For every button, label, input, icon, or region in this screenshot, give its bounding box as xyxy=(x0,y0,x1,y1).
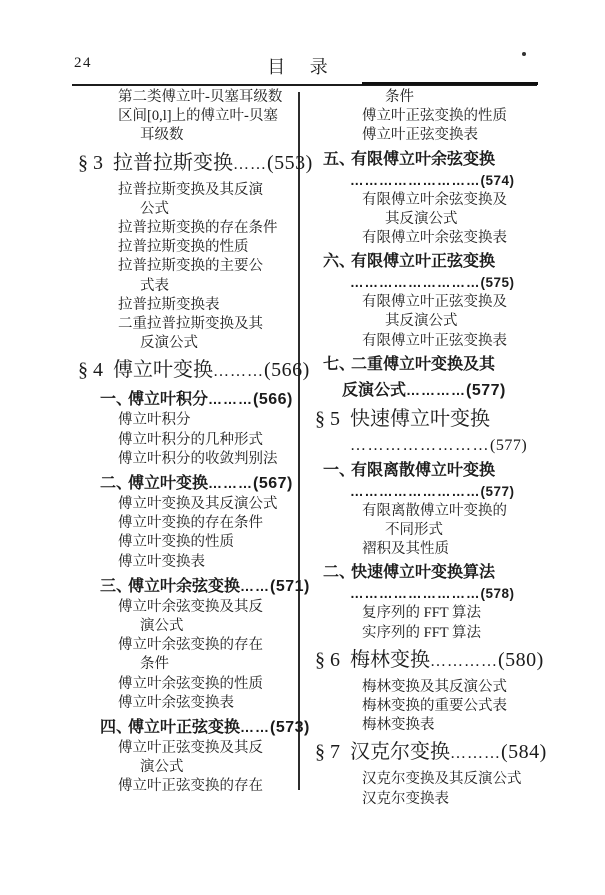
toc-entry xyxy=(315,251,557,273)
entry-page: (571) xyxy=(270,577,310,595)
toc-entry xyxy=(315,624,557,643)
entry-title: 条件 xyxy=(385,89,414,105)
entry-label: 二、 xyxy=(100,475,133,493)
entry-leader: ……………………… xyxy=(350,586,481,602)
entry-title: 傅立叶正弦变换的性质 xyxy=(362,108,507,125)
entry-title: 傅立叶积分的几种形式 xyxy=(118,431,263,448)
entry-page: (573) xyxy=(270,719,310,737)
toc-entry xyxy=(315,521,557,540)
toc-entry xyxy=(315,107,557,126)
entry-title: 演公式 xyxy=(140,759,184,776)
toc-entry xyxy=(78,655,304,674)
entry-page: (580) xyxy=(498,648,544,671)
entry-label: 三、 xyxy=(100,577,133,595)
entry-leader: …… xyxy=(240,719,271,736)
entry-title: 演公式 xyxy=(140,618,184,635)
entry-title: 傅立叶变换 xyxy=(128,475,209,493)
entry-page: (577) xyxy=(466,381,506,399)
entry-leader: ……… xyxy=(208,391,254,408)
entry-label: 六、 xyxy=(323,253,356,271)
entry-title: 实序列的 FFT 算法 xyxy=(362,624,481,641)
entry-title: 傅立叶正弦变换 xyxy=(128,719,241,737)
toc-entry xyxy=(315,562,557,584)
toc-entry xyxy=(315,210,557,229)
entry-title: 第二类傅立叶-贝塞耳级数 xyxy=(118,89,283,105)
toc-entry xyxy=(78,219,304,238)
entry-page: (578) xyxy=(480,586,515,602)
toc-entry xyxy=(315,678,557,697)
toc-entry xyxy=(315,332,557,351)
entry-label: 一、 xyxy=(323,461,356,479)
entry-title: 区间[0,l]上的傅立叶-贝塞 xyxy=(118,108,278,125)
toc-entry xyxy=(78,553,304,572)
entry-title: 傅立叶正弦变换的存在 xyxy=(118,778,263,795)
entry-title: 不同形式 xyxy=(385,522,443,539)
toc-entry xyxy=(78,357,310,385)
entry-title: 有限傅立叶正弦变换及 xyxy=(362,294,507,311)
entry-title: 拉普拉斯变换的存在条件 xyxy=(118,220,278,237)
toc-entry xyxy=(78,514,304,533)
entry-title: 有限傅立叶余弦变换表 xyxy=(362,230,507,247)
entry-title: 快速傅立叶变换算法 xyxy=(351,564,496,582)
entry-label: 四、 xyxy=(100,719,133,737)
entry-label: 一、 xyxy=(100,391,133,409)
toc-entry xyxy=(78,617,304,636)
toc-entry xyxy=(315,716,557,735)
toc-entry xyxy=(315,229,557,248)
toc-entry xyxy=(78,598,304,617)
entry-label: 二、 xyxy=(323,564,356,582)
toc-entry xyxy=(78,533,304,552)
toc-entry xyxy=(315,790,557,809)
entry-title: 傅立叶变换及其反演公式 xyxy=(118,496,278,513)
entry-page: (553) xyxy=(267,151,313,174)
toc-entry xyxy=(315,312,557,331)
toc-entry xyxy=(78,88,304,107)
entry-leader: …… xyxy=(240,577,271,594)
scan-speck xyxy=(522,52,526,56)
toc-right-column xyxy=(315,88,557,809)
entry-label: § 3 xyxy=(78,151,103,174)
entry-leader: ……………………… xyxy=(350,483,481,499)
toc-entry xyxy=(315,502,557,521)
entry-title: 汉克尔变换 xyxy=(350,741,450,764)
toc-entry xyxy=(78,411,304,430)
entry-leader: ……… xyxy=(450,745,501,763)
toc-entry xyxy=(78,758,304,777)
toc-entry xyxy=(315,697,557,716)
toc-entry xyxy=(78,238,304,257)
entry-page: (566) xyxy=(264,359,310,382)
entry-title: 其反演公式 xyxy=(385,210,458,227)
toc-entry xyxy=(78,257,304,276)
entry-title: 傅立叶积分的收敛判别法 xyxy=(118,450,278,467)
entry-label: § 4 xyxy=(78,359,103,382)
entry-label: § 7 xyxy=(315,741,340,764)
toc-entry xyxy=(315,273,557,293)
entry-title: 傅立叶余弦变换的存在 xyxy=(118,637,263,654)
entry-title: 公式 xyxy=(140,200,169,217)
toc-entry xyxy=(315,191,557,210)
entry-title: 梅林变换表 xyxy=(362,717,435,734)
toc-entry xyxy=(78,636,304,655)
entry-title: 拉普拉斯变换的性质 xyxy=(118,239,249,256)
entry-title: 傅立叶余弦变换 xyxy=(128,577,241,595)
toc-entry xyxy=(315,149,557,171)
entry-title: 傅立叶变换 xyxy=(113,359,213,382)
toc-entry xyxy=(315,540,557,559)
entry-title: 傅立叶正弦变换及其反 xyxy=(118,740,263,757)
entry-title: 有限傅立叶余弦变换及 xyxy=(362,191,507,208)
entry-leader: …………………… xyxy=(350,436,490,454)
entry-title: 傅立叶变换表 xyxy=(118,553,205,570)
entry-title: 傅立叶余弦变换及其反 xyxy=(118,598,263,615)
entry-title: 褶积及其性质 xyxy=(362,541,449,558)
toc-entry xyxy=(78,181,304,200)
entry-title: 条件 xyxy=(140,656,169,673)
toc-entry xyxy=(315,293,557,312)
entry-title: 反演公式 xyxy=(342,381,407,399)
entry-title: 傅立叶变换的存在条件 xyxy=(118,515,263,532)
entry-page: (575) xyxy=(480,275,515,291)
entry-leader: ………… xyxy=(406,381,467,398)
toc-entry xyxy=(78,777,304,796)
toc-entry xyxy=(315,88,557,107)
entry-title: 梅林变换 xyxy=(350,648,430,671)
toc-entry xyxy=(78,150,313,178)
entry-title: 复序列的 FFT 算法 xyxy=(362,605,481,622)
entry-label: § 6 xyxy=(315,648,340,671)
entry-title: 汉克尔变换表 xyxy=(362,790,449,807)
entry-title: 有限傅立叶正弦变换表 xyxy=(362,332,507,349)
entry-page: (584) xyxy=(501,741,547,764)
entry-leader: ………… xyxy=(430,652,498,670)
toc-entry xyxy=(78,739,304,758)
entry-title: 傅立叶积分 xyxy=(128,391,209,409)
toc-entry xyxy=(78,277,304,296)
entry-title: 傅立叶余弦变换表 xyxy=(118,694,234,711)
entry-page: (577) xyxy=(490,436,528,454)
entry-leader: ……… xyxy=(213,363,264,381)
entry-title: 拉普拉斯变换及其反演 xyxy=(118,181,263,198)
entry-page: (567) xyxy=(253,475,293,493)
toc-entry xyxy=(315,739,557,767)
toc-entry xyxy=(78,431,304,450)
entry-title: 汉克尔变换及其反演公式 xyxy=(362,771,522,788)
entry-label: 七、 xyxy=(323,355,356,373)
entry-title: 二重傅立叶变换及其 xyxy=(351,355,496,373)
entry-title: 有限傅立叶正弦变换 xyxy=(351,253,496,271)
entry-title: 傅立叶积分 xyxy=(118,412,191,429)
entry-title: 有限离散傅立叶变换 xyxy=(351,461,496,479)
entry-leader: …… xyxy=(233,155,267,173)
entry-title: 有限傅立叶余弦变换 xyxy=(351,150,496,168)
toc-entry xyxy=(315,647,557,675)
toc-entry xyxy=(78,107,304,126)
entry-title: 二重拉普拉斯变换及其 xyxy=(118,316,263,333)
entry-title: 拉普拉斯变换 xyxy=(113,151,233,174)
toc-entry xyxy=(78,675,304,694)
entry-page: (577) xyxy=(480,483,515,499)
toc-entry xyxy=(78,575,310,598)
entry-title: 傅立叶余弦变换的性质 xyxy=(118,675,263,692)
toc-left-column xyxy=(78,88,313,797)
entry-page: (574) xyxy=(480,172,515,188)
toc-entry xyxy=(78,200,304,219)
page-title: 目 录 xyxy=(267,57,338,77)
entry-title: 式表 xyxy=(140,277,169,294)
toc-entry xyxy=(315,435,557,457)
entry-title: 拉普拉斯变换表 xyxy=(118,296,220,313)
entry-title: 傅立叶变换的性质 xyxy=(118,534,234,551)
toc-entry xyxy=(315,406,557,432)
entry-title: 有限离散傅立叶变换的 xyxy=(362,502,507,519)
entry-leader: ……………………… xyxy=(350,172,481,188)
toc-entry xyxy=(315,126,557,145)
toc-entry xyxy=(315,584,557,604)
toc-entry xyxy=(78,126,304,145)
entry-page: (566) xyxy=(253,391,293,409)
entry-label: § 5 xyxy=(315,407,340,430)
toc-entry xyxy=(315,354,557,376)
toc-entry xyxy=(78,694,304,713)
entry-title: 快速傅立叶变换 xyxy=(350,407,490,430)
entry-label: 五、 xyxy=(323,150,356,168)
toc-entry xyxy=(78,315,304,334)
toc-entry xyxy=(315,379,557,402)
toc-entry xyxy=(315,171,557,191)
toc-entry xyxy=(315,604,557,623)
entry-title: 耳级数 xyxy=(140,127,184,144)
toc-entry xyxy=(78,716,310,739)
toc-entry xyxy=(315,482,557,502)
toc-entry xyxy=(78,472,304,495)
toc-entry xyxy=(78,334,304,353)
toc-entry xyxy=(78,296,304,315)
entry-leader: ……… xyxy=(208,475,254,492)
toc-entry xyxy=(315,770,557,789)
entry-title: 拉普拉斯变换的主要公 xyxy=(118,258,263,275)
entry-title: 傅立叶正弦变换表 xyxy=(362,127,478,144)
toc-entry xyxy=(78,388,304,411)
header-rule-dark-segment xyxy=(362,82,538,85)
entry-leader: ……………………… xyxy=(350,275,481,291)
toc-entry xyxy=(78,495,304,514)
toc-entry xyxy=(78,450,304,469)
entry-title: 梅林变换的重要公式表 xyxy=(362,698,507,715)
toc-entry xyxy=(315,460,557,482)
entry-title: 其反演公式 xyxy=(385,313,458,330)
entry-title: 反演公式 xyxy=(140,335,198,352)
page-number: 24 xyxy=(74,55,92,71)
entry-title: 梅林变换及其反演公式 xyxy=(362,678,507,695)
